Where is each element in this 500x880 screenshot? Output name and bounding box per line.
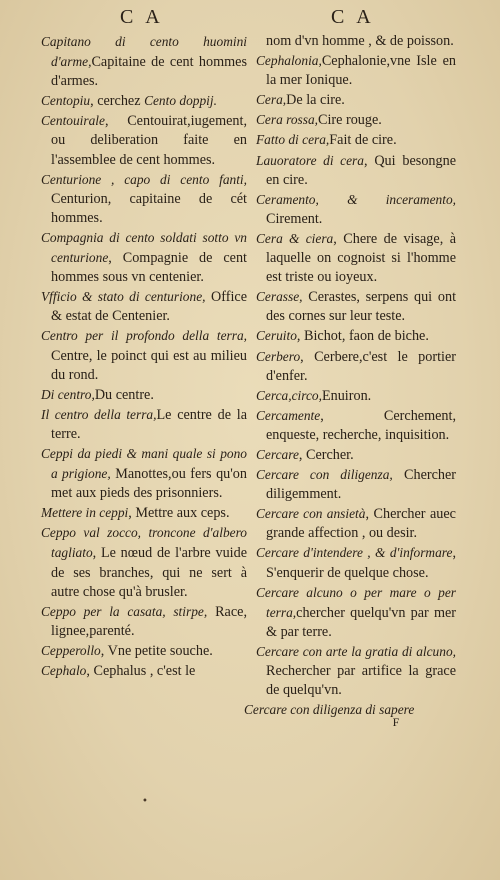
dictionary-entry: Centouirale, Centouirat,iugement, ou deliberation faite en l'assemblee de cent hommes. (41, 113, 247, 168)
ink-dot: • (142, 796, 148, 807)
dictionary-entry: Centro per il profondo della terra, Centre, le poinct qui est au milieu du rond. (41, 328, 247, 383)
dictionary-entry: Cerca,circo,Enuiron. (256, 387, 372, 404)
dictionary-entry: Cercare d'intendere , & d'informare, S'enquerir de quelque chose. (256, 545, 456, 581)
running-head-right: C A (331, 6, 375, 28)
left-column (41, 32, 247, 681)
dictionary-entry: Di centro,Du centre. (41, 386, 154, 403)
dictionary-entry: Capitano di cento huomini d'arme,Capitaine de cent hommes d'armes. (41, 34, 247, 90)
dictionary-entry: Ceppo val zocco, troncone d'albero tagliato, Le nœud de l'arbre vuide de ses branches, qui ne sert à autre chose qu'à brusler. (41, 525, 247, 600)
dictionary-entry: Fatto di cera,Fait de cire. (256, 132, 397, 149)
dictionary-entry: nom d'vn homme , & de poisson. (266, 33, 454, 49)
dictionary-entry: Ceramento, & inceramento, Cirement. (256, 191, 456, 227)
dictionary-entry: Cercare con diligenza, Chercher diligemment. (256, 467, 457, 503)
dictionary-entry: Cercamente, Cerchement, enqueste, recherche, inquisition. (256, 407, 456, 443)
dictionary-entry: Cercare con arte la gratia di alcuno, Rechercher par artifice la grace de quelqu'vn. (256, 643, 456, 699)
dictionary-entry: Cera,De la cire. (256, 92, 345, 109)
dictionary-entry: Cera rossa,Cire rouge. (256, 112, 382, 129)
dictionary-entry: Cerbero, Cerbere,c'est le portier d'enfer. (256, 348, 456, 384)
dictionary-entry: Il centro della terra,Le centre de la terre. (41, 406, 248, 442)
signature-mark: F (392, 715, 400, 730)
dictionary-entry: Cercare alcuno o per mare o per terra,chercher quelqu'vn par mer & par terre. (256, 584, 456, 640)
running-head-left: C A (120, 6, 164, 28)
dictionary-entry: Cercare con ansietà, Chercher auec grande affection , ou desir. (256, 506, 456, 542)
dictionary-entry: Ceppi da piedi & mani quale si pono a prigione, Manottes,ou fers qu'on met aux pieds des prisonniers. (41, 445, 247, 502)
dictionary-entry: Vfficio & stato di centurione, Office & estat de Centenier. (41, 289, 248, 325)
dictionary-entry: Cephalonia,Cephalonie,vne Isle en la mer Ionique. (256, 53, 456, 89)
dictionary-entry: Cera & ciera, Chere de visage, à laquelle on cognoist si l'homme est triste ou ioyeux. (256, 230, 457, 286)
dictionary-entry: Centopiu, cerchez Cento doppij. (41, 93, 217, 110)
dictionary-entry: Cercare, Cercher. (256, 446, 354, 463)
dictionary-entry: Cerasse, Cerastes, serpens qui ont des cornes sur leur teste. (256, 289, 457, 325)
dictionary-entry: Cephalo, Cephalus , c'est le (41, 663, 196, 679)
dictionary-entry: Centurione , capo di cento fanti, Centurion, capitaine de cét hommes. (41, 171, 247, 226)
dictionary-entry: Compagnia di cento soldati sotto vn centurione, Compagnie de cent hommes sous vn centenier. (41, 229, 247, 286)
dictionary-entry: Cepperollo, Vne petite souche. (41, 642, 213, 659)
catchword: Cercare con diligenza di sapere (244, 702, 415, 718)
dictionary-entry: Ceruito, Bichot, faon de biche. (256, 328, 429, 345)
dictionary-entry: Lauoratore di cera, Qui besongne en cire. (256, 152, 456, 188)
dictionary-entry: Ceppo per la casata, stirpe, Race, lignee,parenté. (41, 603, 247, 639)
right-column (244, 32, 457, 730)
dictionary-entry: Mettere in ceppi, Mettre aux ceps. (41, 505, 230, 522)
